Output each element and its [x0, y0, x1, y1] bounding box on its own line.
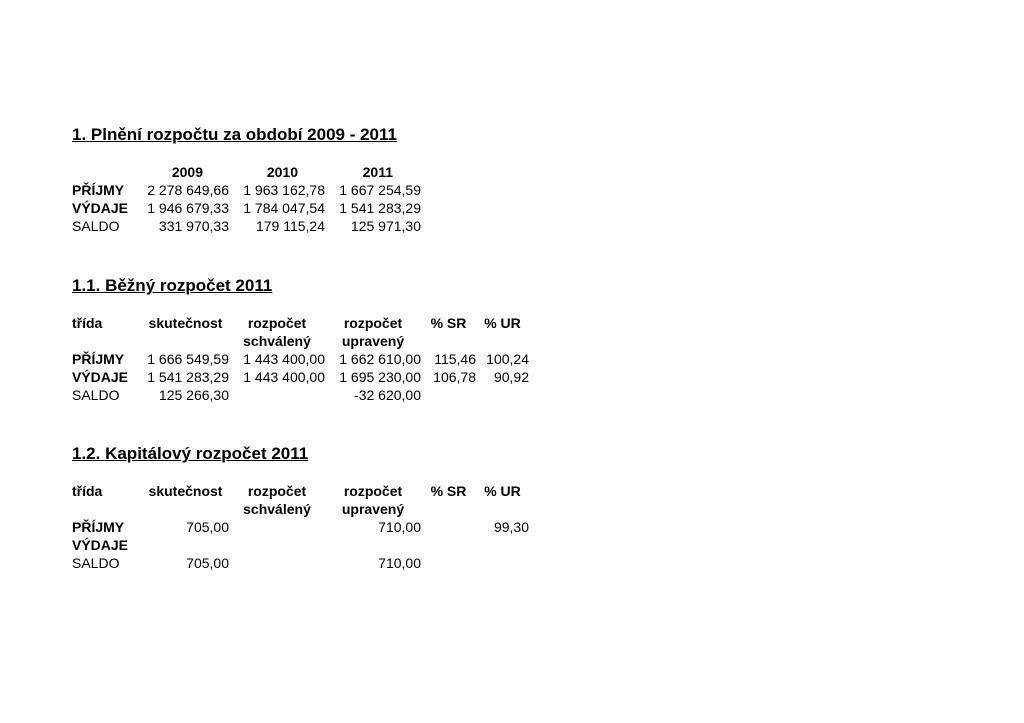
cell	[142, 536, 229, 554]
column-header: rozpočet	[247, 483, 307, 499]
cell	[325, 536, 421, 554]
row-label: VÝDAJE	[72, 537, 129, 553]
table-header-row	[72, 163, 421, 181]
cell: 710,00	[378, 519, 421, 535]
cell: 331 970,33	[158, 218, 229, 234]
cell: 90,92	[493, 369, 529, 385]
row-label: PŘÍJMY	[72, 182, 125, 198]
column-subheader: schválený	[243, 501, 311, 517]
cell: 1 963 162,78	[243, 182, 325, 198]
table-header-row	[72, 314, 529, 332]
cell	[476, 554, 529, 572]
cell: 1 443 400,00	[243, 351, 325, 367]
year-header: 2011	[362, 164, 393, 180]
cell: 1 662 610,00	[339, 351, 421, 367]
table-row	[72, 199, 421, 217]
table-subheader-row	[72, 332, 529, 350]
cell: 1 784 047,54	[243, 200, 325, 216]
cell: 179 115,24	[255, 218, 325, 234]
cell: 1 946 679,33	[147, 200, 229, 216]
cell: 710,00	[378, 555, 421, 571]
table-header-row	[72, 482, 529, 500]
table-row	[72, 181, 421, 199]
cell: 1 695 230,00	[339, 369, 421, 385]
cell	[229, 554, 325, 572]
cell	[229, 518, 325, 536]
cell	[476, 386, 529, 404]
cell: 705,00	[186, 519, 229, 535]
cell	[421, 554, 476, 572]
table-row	[72, 386, 529, 404]
cell: 99,30	[493, 519, 529, 535]
cell	[421, 536, 476, 554]
section1-title: 1. Plnění rozpočtu za období 2009 - 2011	[72, 125, 397, 144]
cell: 106,78	[433, 369, 476, 385]
section3-title: 1.2. Kapitálový rozpočet 2011	[72, 444, 309, 463]
column-header: % SR	[430, 315, 467, 331]
row-label: SALDO	[72, 555, 120, 571]
row-label: SALDO	[72, 387, 120, 403]
section3-table	[72, 482, 529, 572]
cell: 125 971,30	[350, 218, 421, 234]
column-header: % UR	[484, 315, 521, 331]
year-header: 2009	[171, 164, 203, 180]
cell	[476, 536, 529, 554]
table-row	[72, 554, 529, 572]
column-header: skutečnost	[148, 483, 223, 499]
column-header: třída	[72, 483, 103, 499]
year-header: 2010	[266, 164, 298, 180]
cell	[229, 536, 325, 554]
cell: 1 666 549,59	[147, 351, 229, 367]
cell: 1 541 283,29	[147, 369, 229, 385]
cell: 2 278 649,66	[147, 182, 229, 198]
column-header: třída	[72, 315, 103, 331]
cell	[229, 386, 325, 404]
cell: 1 443 400,00	[243, 369, 325, 385]
column-subheader: schválený	[243, 333, 311, 349]
column-subheader: upravený	[341, 333, 405, 349]
table-row	[72, 350, 529, 368]
column-header: rozpočet	[343, 483, 403, 499]
table-row	[72, 536, 529, 554]
row-label: VÝDAJE	[72, 200, 129, 216]
cell: 705,00	[186, 555, 229, 571]
column-header: % SR	[430, 483, 467, 499]
section1-table	[72, 163, 421, 235]
cell: 1 667 254,59	[339, 182, 421, 198]
cell: 115,46	[434, 351, 476, 367]
column-header: skutečnost	[148, 315, 223, 331]
column-header: rozpočet	[247, 315, 307, 331]
section2-title: 1.1. Běžný rozpočet 2011	[72, 276, 273, 295]
row-label: SALDO	[72, 218, 120, 234]
cell	[421, 386, 476, 404]
cell	[421, 518, 476, 536]
cell: 100,24	[486, 351, 529, 367]
cell: -32 620,00	[354, 387, 421, 403]
column-header: % UR	[484, 483, 521, 499]
column-header: rozpočet	[343, 315, 403, 331]
row-label: PŘÍJMY	[72, 351, 125, 367]
cell: 1 541 283,29	[339, 200, 421, 216]
table-row	[72, 518, 529, 536]
row-label: PŘÍJMY	[72, 519, 125, 535]
table-row	[72, 217, 421, 235]
table-subheader-row	[72, 500, 529, 518]
row-label: VÝDAJE	[72, 369, 129, 385]
column-subheader: upravený	[341, 501, 405, 517]
table-row	[72, 368, 529, 386]
cell: 125 266,30	[158, 387, 229, 403]
section2-table	[72, 314, 529, 404]
